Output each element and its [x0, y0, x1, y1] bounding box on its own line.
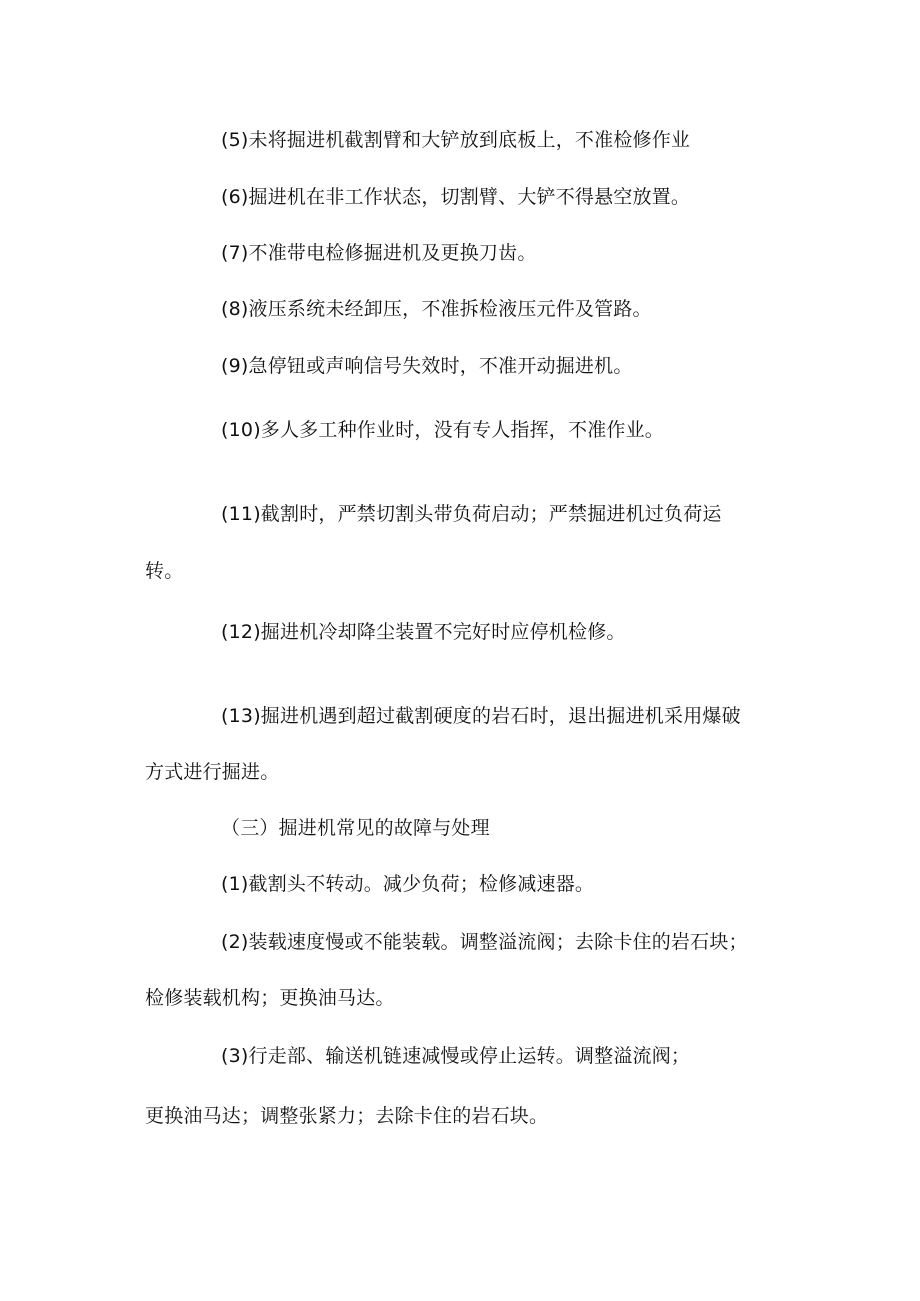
text-line-item-13: (13)掘进机遇到超过截割硬度的岩石时，退出掘进机采用爆破	[221, 705, 741, 727]
text-line-item-6: (6)掘进机在非工作状态，切割臂、大铲不得悬空放置。	[221, 186, 691, 208]
text-line-item-8: (8)液压系统未经卸压，不准拆检液压元件及管路。	[221, 298, 652, 320]
text-line-item-11: (11)截割时，严禁切割头带负荷启动；严禁掘进机过负荷运	[221, 503, 722, 525]
text-line-fault-2-cont: 检修装载机构；更换油马达。	[145, 987, 395, 1009]
text-line-fault-1: (1)截割头不转动。减少负荷；检修减速器。	[221, 873, 595, 895]
text-line-fault-2: (2)装载速度慢或不能装载。调整溢流阀；去除卡住的岩石块；	[221, 931, 748, 953]
text-line-item-9: (9)急停钮或声响信号失效时，不准开动掘进机。	[221, 355, 633, 377]
text-line-item-7: (7)不准带电检修掘进机及更换刀齿。	[221, 242, 537, 264]
text-line-item-5: (5)未将掘进机截割臂和大铲放到底板上，不准检修作业	[221, 129, 691, 151]
text-line-fault-3-cont: 更换油马达；调整张紧力；去除卡住的岩石块。	[145, 1105, 549, 1127]
text-line-fault-3: (3)行走部、输送机链速减慢或停止运转。调整溢流阀；	[221, 1045, 691, 1067]
text-line-item-12: (12)掘进机冷却降尘装置不完好时应停机检修。	[221, 621, 626, 643]
text-line-item-11-cont: 转。	[145, 560, 184, 582]
text-line-item-13-cont: 方式进行掘进。	[145, 761, 280, 783]
text-line-item-10: (10)多人多工种作业时，没有专人指挥，不准作业。	[221, 419, 665, 441]
section-heading: （三）掘进机常见的故障与处理	[221, 817, 490, 839]
